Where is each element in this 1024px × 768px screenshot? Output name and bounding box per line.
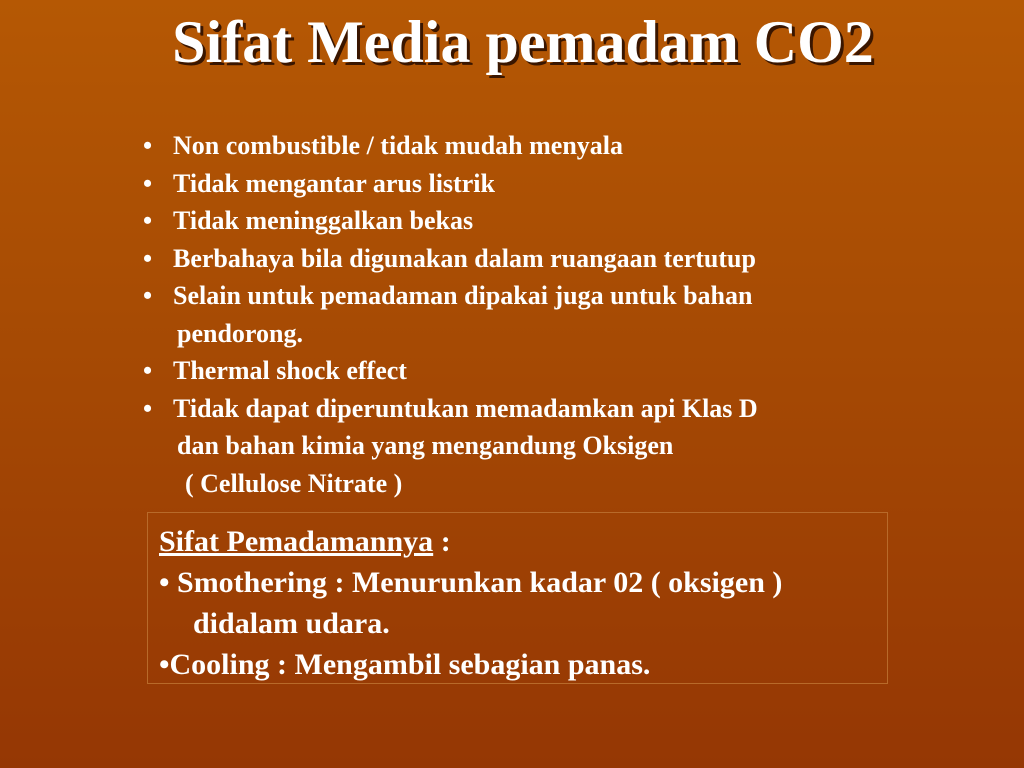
list-item: [143, 202, 903, 240]
box-heading-suffix: :: [433, 525, 451, 558]
box-line-cooling: •Cooling : Mengambil sebagian panas.: [159, 648, 651, 681]
list-item: [143, 165, 903, 203]
list-item: [143, 390, 903, 503]
box-line-smothering: • Smothering : Menurunkan kadar 02 ( oksigen ): [159, 566, 783, 599]
list-item: [143, 352, 903, 390]
bullet-dot: •: [143, 393, 153, 423]
bullet-list: [143, 127, 903, 502]
list-item: [143, 240, 903, 278]
extinguishing-properties-box: [147, 512, 888, 684]
bullet-dot: •: [143, 131, 153, 160]
bullet-dot: •: [143, 206, 153, 235]
bullet-text: Non combustible / tidak mudah menyala: [173, 131, 624, 160]
box-line-smothering-cont: didalam udara.: [193, 607, 390, 640]
bullet-text: Tidak meninggalkan bekas: [173, 206, 474, 235]
bullet-text: Berbahaya bila digunakan dalam ruangaan tertutup: [173, 243, 756, 273]
box-heading-text: Sifat Pemadamannya: [159, 525, 434, 558]
bullet-dot: •: [143, 243, 153, 273]
slide-title: Sifat Media pemadam CO2: [172, 9, 874, 75]
bullet-dot: •: [143, 168, 153, 198]
bullet-text: Thermal shock effect: [173, 356, 407, 385]
box-heading: [159, 521, 887, 562]
bullet-text: Selain untuk pemadaman dipakai juga untuk bahan: [173, 281, 753, 310]
bullet-text: Tidak mengantar arus listrik: [173, 168, 495, 198]
bullet-text: Tidak dapat diperuntukan memadamkan api Klas D: [173, 393, 758, 423]
bullet-continuation: dan bahan kimia yang mengandung Oksigen: [177, 431, 674, 460]
list-item: [143, 277, 903, 352]
bullet-continuation: pendorong.: [177, 318, 303, 348]
bullet-continuation: ( Cellulose Nitrate ): [185, 468, 403, 498]
list-item: [143, 127, 903, 165]
bullet-dot: •: [143, 356, 153, 385]
bullet-dot: •: [143, 281, 153, 310]
